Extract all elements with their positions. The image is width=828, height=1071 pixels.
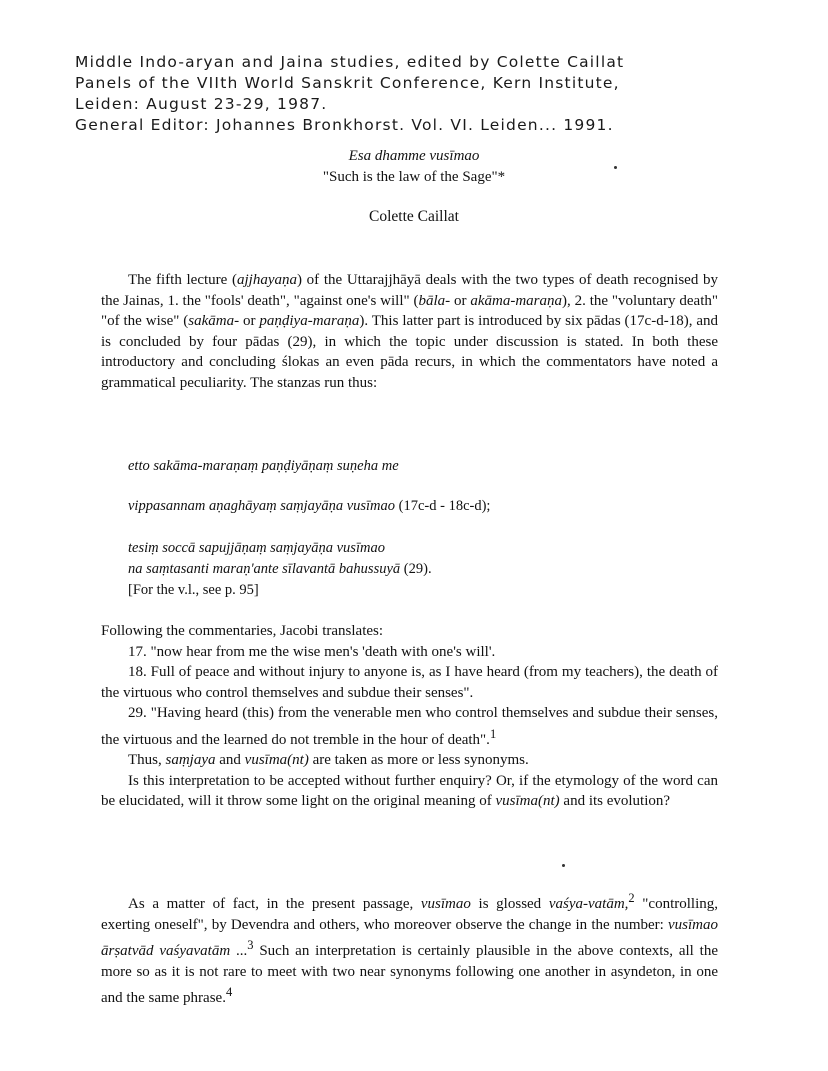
paragraph-thus: Thus, saṃjaya and vusīma(nt) are taken as more or less synonyms. (128, 752, 529, 768)
header-line: Middle Indo-aryan and Jaina studies, edited by Colette Caillat (75, 53, 625, 71)
footnote-marker: 3 (247, 938, 254, 952)
article-author: Colette Caillat (369, 208, 459, 225)
paragraph-question: Is this interpretation to be accepted without further enquiry? Or, if the etymology of the word can be elucidated, will it throw some light on the original meaning of vusīma(nt) and its evolution? (101, 772, 718, 809)
verse-line: na saṃtasanti maraṇ'ante sīlavantā bahussuyā (29). (128, 561, 432, 577)
translation-18: 18. Full of peace and without injury to anyone is, as I have heard (from my teachers), the death of the virtuous who control themselves and subdue their senses". (101, 664, 718, 701)
verse-line: etto sakāma-maraṇaṃ paṇḍiyāṇaṃ suṇeha me (128, 458, 399, 474)
translation-intro: Following the commentaries, Jacobi translates: (101, 623, 384, 639)
paragraph-fact: As a matter of fact, in the present passage, vusīmao is glossed vaśya-vatām,$^2$ "controlling, exerting oneself", by Devendra and others, who moreover observe the change in the number: vusīmao ārṣatvād vaśyavatām ...$^3$ Such an interpretation is certainly plausible in the above contexts, all the more so as it is not rare to meet with two near synonyms following one another in asyndeton, in one and the same phrase.$^4$ (101, 891, 719, 1006)
publication-header (75, 52, 755, 136)
footnote-marker: 4 (225, 985, 233, 999)
paragraph-intro: The fifth lecture (ajjhayaṇa) of the Uttarajjhāyā deals with the two types of death recognised by the Jainas, 1. the "fools' death", "against one's will" (bāla- or akāma-maraṇa), 2. the "voluntary death" "of the wise" (sakāma- or paṇḍiya-maraṇa). This latter part is introduced by six pādas (17c-d-18), and is concluded by four pādas (29), in which the topic under discussion is stated. In both these introductory and concluding ślokas an even pāda recurs, in which the commentators have noted a grammatical peculiarity. The stanzas run thus: (101, 272, 718, 391)
variant-reading-note: [For the v.l., see p. 95] (128, 582, 259, 598)
translation-29: 29. "Having heard (this) from the venerable men who control themselves and subdue their senses, the virtuous and the learned do not tremble in the hour of death".$^1$ (101, 705, 718, 748)
verse-line: vippasannam aṇaghāyaṃ saṃjayāṇa vusīmao (17c-d - 18c-d); (128, 498, 491, 514)
footnote-marker: 2 (628, 891, 635, 905)
header-line: Leiden: August 23-29, 1987. (75, 95, 328, 113)
translation-17: 17. "now hear from me the wise men's 'death with one's will'. (128, 643, 496, 660)
translation-block (101, 621, 718, 812)
header-line: General Editor: Johannes Bronkhorst. Vol. VI. Leiden... 1991. (75, 116, 614, 134)
footnote-marker: 1 (489, 726, 497, 741)
article-title-english: "Such is the law of the Sage"* (322, 169, 506, 185)
scan-speck (562, 864, 565, 867)
header-line: Panels of the VIIth World Sanskrit Conference, Kern Institute, (75, 74, 620, 92)
verse-line: tesiṃ soccā sapujjāṇaṃ saṃjayāṇa vusīmao (128, 540, 385, 556)
article-title-prakrit: Esa dhamme vusīmao (348, 148, 480, 164)
